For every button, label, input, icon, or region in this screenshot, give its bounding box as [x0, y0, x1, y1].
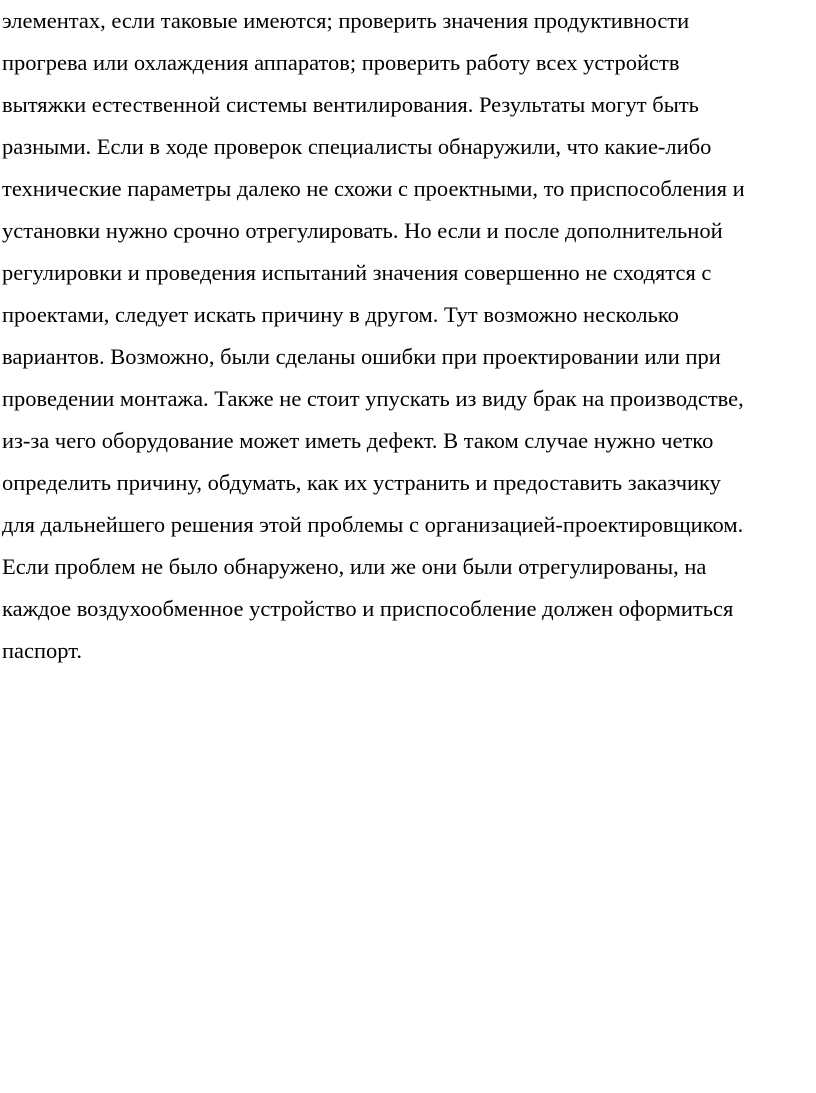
- text-line: проведении монтажа. Также не стоит упускать из виду брак на производстве,: [2, 386, 744, 411]
- text-line: технические параметры далеко не схожи с проектными, то приспособления и: [2, 176, 745, 201]
- body-paragraph: [2, 0, 816, 672]
- text-line: проектами, следует искать причину в другом. Тут возможно несколько: [2, 302, 679, 327]
- text-line: определить причину, обдумать, как их устранить и предоставить заказчику: [2, 470, 721, 495]
- text-line: разными. Если в ходе проверок специалисты обнаружили, что какие-либо: [2, 134, 712, 159]
- text-line: для дальнейшего решения этой проблемы с организацией-проектировщиком.: [2, 512, 744, 537]
- text-line: паспорт.: [2, 638, 83, 663]
- text-line: прогрева или охлаждения аппаратов; проверить работу всех устройств: [2, 50, 680, 75]
- text-line: каждое воздухообменное устройство и приспособление должен оформиться: [2, 596, 734, 621]
- text-line: регулировки и проведения испытаний значения совершенно не сходятся с: [2, 260, 712, 285]
- text-line: установки нужно срочно отрегулировать. Но если и после дополнительной: [2, 218, 723, 243]
- text-line: из-за чего оборудование может иметь дефект. В таком случае нужно четко: [2, 428, 714, 453]
- text-line: элементах, если таковые имеются; проверить значения продуктивности: [2, 8, 690, 33]
- text-line: вариантов. Возможно, были сделаны ошибки при проектировании или при: [2, 344, 721, 369]
- text-line: вытяжки естественной системы вентилирования. Результаты могут быть: [2, 92, 699, 117]
- text-line: Если проблем не было обнаружено, или же они были отрегулированы, на: [2, 554, 707, 579]
